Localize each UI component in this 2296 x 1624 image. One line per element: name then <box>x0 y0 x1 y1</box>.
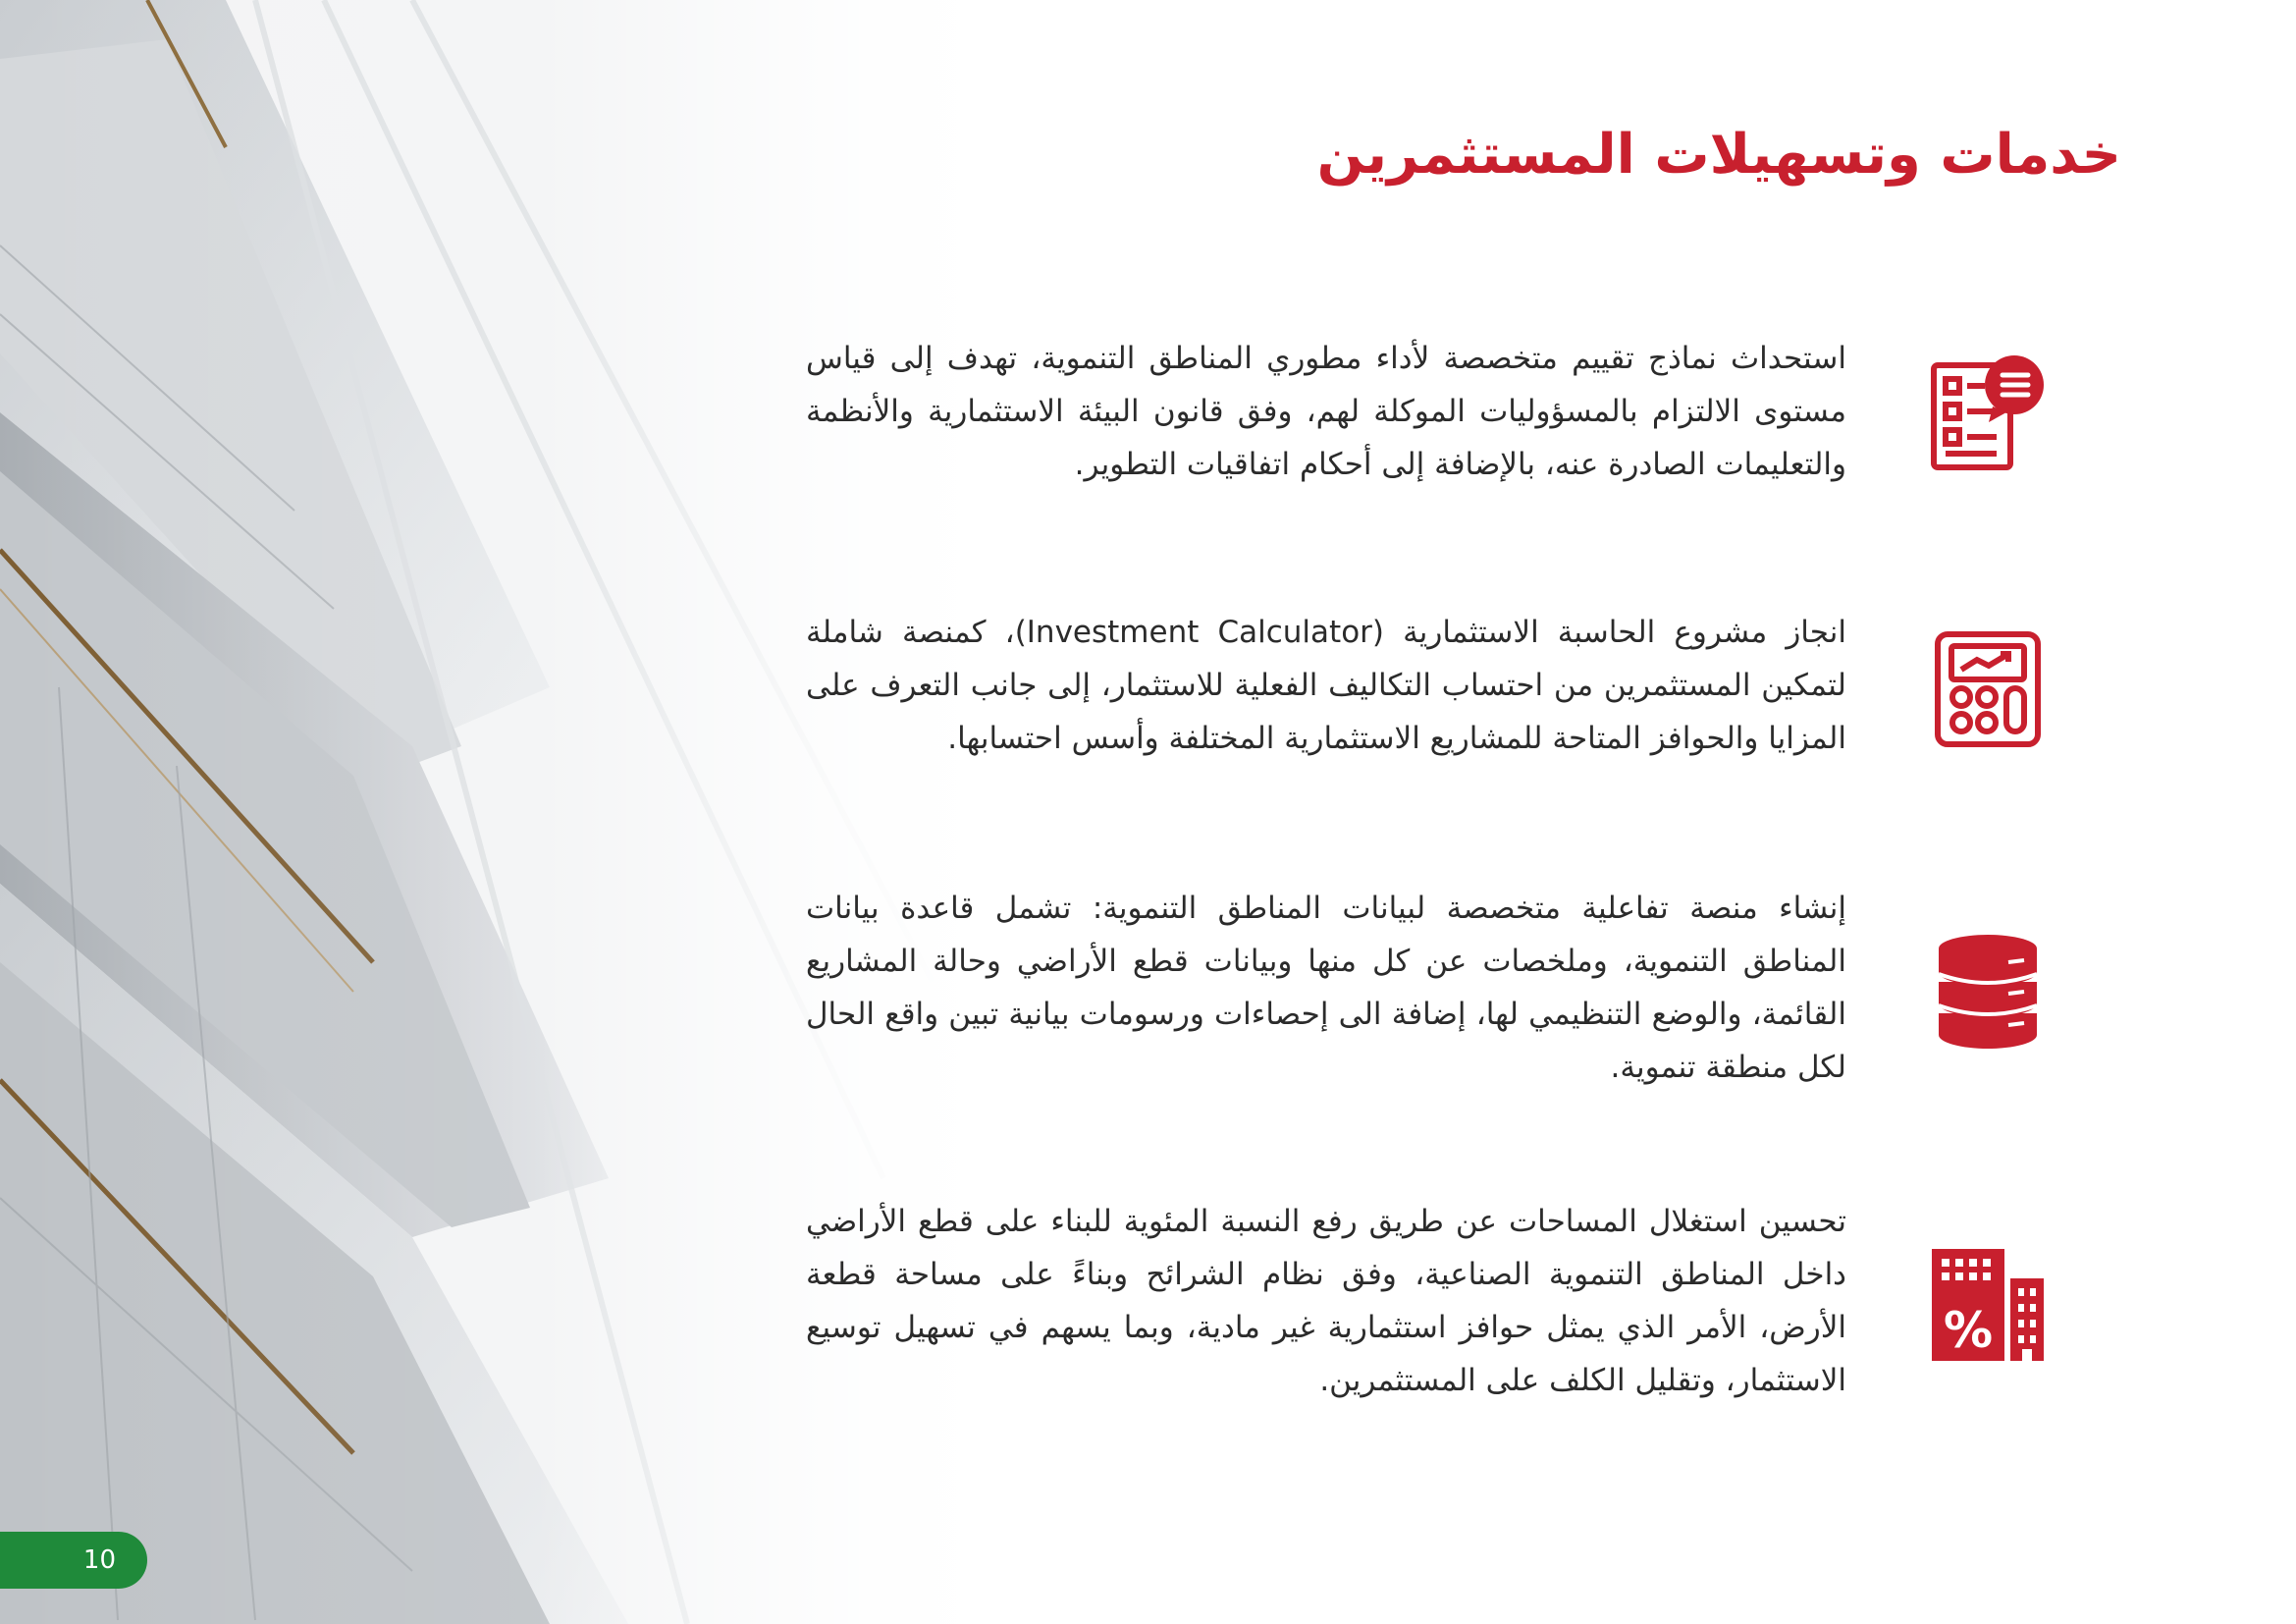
service-item <box>806 882 1846 1094</box>
service-description: استحداث نماذج تقييم متخصصة لأداء مطوري المناطق التنموية، تهدف إلى قياس مستوى الالتزام بالمسؤوليات الموكلة لهم، وفق قانون البيئة الاستثمارية والأنظمة والتعليمات الصادرة عنه، بالإضافة إلى أحكام اتفاقيات التطوير. <box>806 341 1846 482</box>
page-number: 10 <box>0 1532 147 1589</box>
database-icon <box>1924 927 2052 1055</box>
page-title: خدمات وتسهيلات المستثمرين <box>1316 123 2121 187</box>
service-item <box>806 332 1846 491</box>
service-description: إنشاء منصة تفاعلية متخصصة لبيانات المناطق التنموية: تشمل قاعدة بيانات المناطق التنموية، وملخصات عن كل منها وبيانات قطع الأراضي وحالة المشاريع القائمة، والوضع التنظيمي لها، إضافة الى إحصاءات ورسومات بيانية تبين واقع الحال لكل منطقة تنموية. <box>806 891 1846 1085</box>
evaluation-checklist-icon <box>1924 350 2052 477</box>
percent-glyph: % <box>1943 1302 1994 1359</box>
building-percent-icon <box>1924 1241 2052 1369</box>
investment-calculator-label: (Investment Calculator) <box>1014 615 1384 650</box>
service-description: انجاز مشروع الحاسبة الاستثمارية (Investment Calculator)، كمنصة شاملة لتمكين المستثمرين من احتساب التكاليف الفعلية للاستثمار، إلى جانب التعرف على المزايا والحوافز المتاحة للمشاريع الاستثمارية المختلفة وأسس احتسابها. <box>806 615 1846 756</box>
service-description: تحسين استغلال المساحات عن طريق رفع النسبة المئوية للبناء على قطع الأراضي داخل المناطق التنموية الصناعية، وفق نظام الشرائح وبناءً على مساحة قطعة الأرض، الأمر الذي يمثل حوافز استثمارية غير مادية، وبما يسهم في تسهيل توسيع الاستثمار، وتقليل الكلف على المستثمرين. <box>806 1204 1846 1398</box>
calculator-chart-icon <box>1924 624 2052 752</box>
service-item <box>806 1195 1846 1407</box>
service-item <box>806 606 1846 765</box>
